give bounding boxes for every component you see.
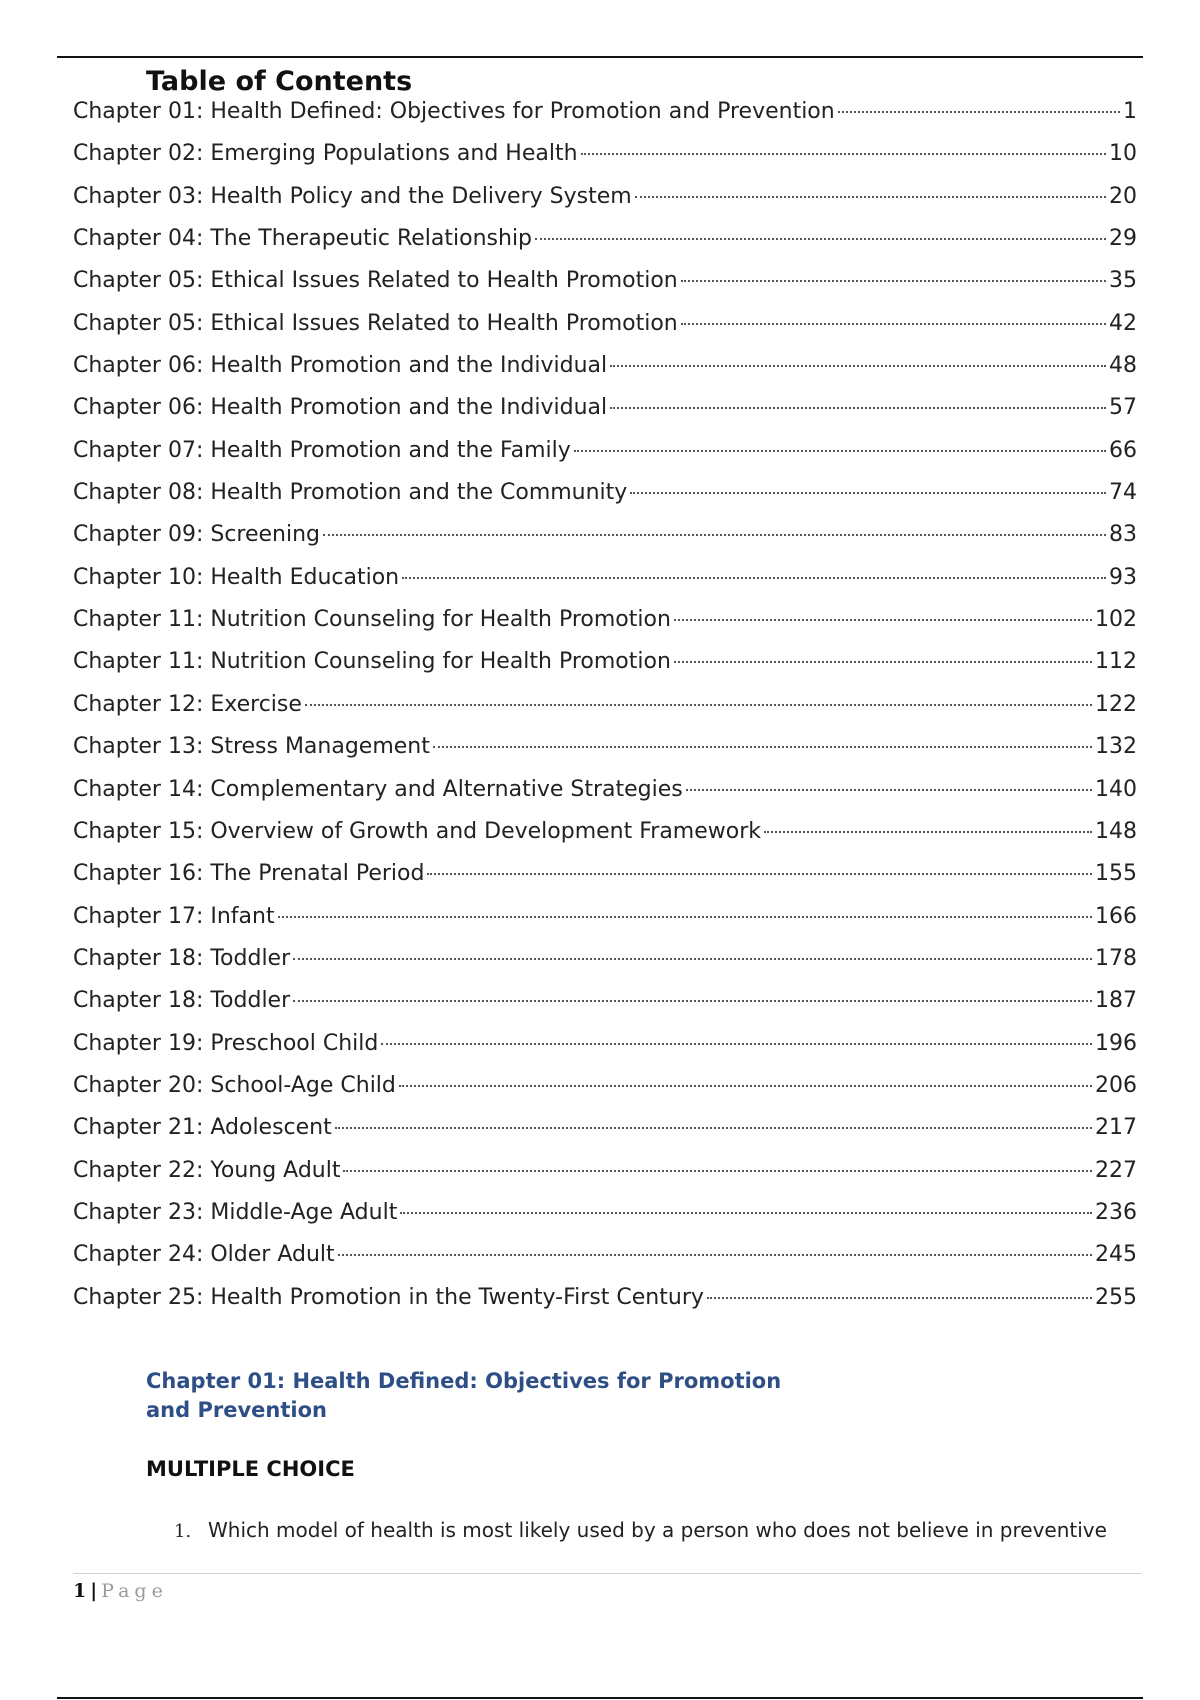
toc-entry-title: Chapter 10: Health Education: [73, 564, 400, 590]
toc-entry-title: Chapter 18: Toddler: [73, 945, 291, 971]
toc-entry-page: 29: [1109, 226, 1137, 252]
toc-entry-title: Chapter 12: Exercise: [73, 691, 302, 717]
toc-entry-title: Chapter 25: Health Promotion in the Twenty-First Century: [73, 1284, 704, 1310]
toc-entry[interactable]: [73, 1115, 1137, 1157]
toc-entry[interactable]: [73, 1073, 1137, 1115]
toc-entry-title: Chapter 11: Nutrition Counseling for Health Promotion: [73, 607, 671, 633]
page-footer: [73, 1580, 168, 1602]
toc-entry[interactable]: [73, 988, 1137, 1030]
toc-entry-title: Chapter 02: Emerging Populations and Health: [73, 141, 578, 167]
toc-entry[interactable]: [73, 1200, 1137, 1242]
chapter-heading: Chapter 01: Health Defined: Objectives for Promotion and Prevention: [146, 1369, 782, 1422]
toc-entry[interactable]: [73, 99, 1137, 141]
toc-dot-leader: [610, 407, 1106, 409]
toc-dot-leader: [338, 1254, 1092, 1256]
toc-entry-page: 132: [1095, 734, 1137, 760]
toc-dot-leader: [581, 153, 1106, 155]
toc-entry[interactable]: [73, 522, 1137, 564]
toc-entry[interactable]: [73, 649, 1137, 691]
toc-entry-title: Chapter 04: The Therapeutic Relationship: [73, 226, 533, 252]
toc-dot-leader: [400, 1212, 1092, 1214]
toc-entry-page: 66: [1109, 437, 1137, 463]
toc-entry-page: 48: [1109, 353, 1137, 379]
toc-dot-leader: [293, 958, 1092, 960]
toc-dot-leader: [574, 450, 1106, 452]
toc-entry[interactable]: [73, 184, 1137, 226]
toc-entry[interactable]: [73, 1242, 1137, 1284]
toc-entry-title: Chapter 24: Older Adult: [73, 1242, 335, 1268]
toc-entry-page: 10: [1109, 141, 1137, 167]
toc-dot-leader: [433, 746, 1092, 748]
toc-entry-page: 187: [1095, 988, 1137, 1014]
toc-entry-title: Chapter 14: Complementary and Alternative Strategies: [73, 776, 683, 802]
toc-dot-leader: [323, 534, 1106, 536]
footer-rule: [73, 1573, 1141, 1574]
toc-entry[interactable]: [73, 607, 1137, 649]
toc-entry[interactable]: [73, 353, 1137, 395]
toc-entry-title: Chapter 16: The Prenatal Period: [73, 861, 425, 887]
toc-entry-title: Chapter 05: Ethical Issues Related to Health Promotion: [73, 268, 678, 294]
toc-entry-title: Chapter 23: Middle-Age Adult: [73, 1199, 398, 1225]
toc-entry-title: Chapter 07: Health Promotion and the Family: [73, 437, 571, 463]
toc-entry[interactable]: [73, 1158, 1137, 1200]
toc-entry-title: Chapter 09: Screening: [73, 522, 321, 548]
toc-entry-page: 20: [1109, 183, 1137, 209]
toc-entry-title: Chapter 06: Health Promotion and the Individual: [73, 395, 608, 421]
toc-entry[interactable]: [73, 777, 1137, 819]
toc-entry-page: 217: [1095, 1115, 1137, 1141]
toc-list: [73, 99, 1137, 1327]
toc-dot-leader: [707, 1297, 1092, 1299]
toc-entry-page: 148: [1095, 818, 1137, 844]
toc-dot-leader: [293, 1000, 1092, 1002]
toc-entry-title: Chapter 19: Preschool Child: [73, 1030, 379, 1056]
toc-dot-leader: [838, 111, 1120, 113]
toc-entry-page: 42: [1109, 310, 1137, 336]
toc-dot-leader: [686, 789, 1092, 791]
toc-entry-title: Chapter 06: Health Promotion and the Individual: [73, 353, 608, 379]
toc-entry-page: 236: [1095, 1199, 1137, 1225]
toc-dot-leader: [381, 1043, 1092, 1045]
toc-entry-title: Chapter 21: Adolescent: [73, 1115, 332, 1141]
toc-dot-leader: [610, 365, 1106, 367]
toc-entry-page: 35: [1109, 268, 1137, 294]
toc-dot-leader: [681, 280, 1106, 282]
toc-dot-leader: [635, 196, 1106, 198]
toc-entry-page: 155: [1095, 861, 1137, 887]
toc-entry-page: 140: [1095, 776, 1137, 802]
toc-entry-title: Chapter 08: Health Promotion and the Community: [73, 480, 628, 506]
toc-entry-page: 245: [1095, 1242, 1137, 1268]
toc-dot-leader: [674, 619, 1092, 621]
toc-entry-page: 93: [1109, 564, 1137, 590]
toc-entry-page: 227: [1095, 1157, 1137, 1183]
toc-entry-page: 178: [1095, 945, 1137, 971]
toc-entry-page: 74: [1109, 480, 1137, 506]
toc-entry[interactable]: [73, 1031, 1137, 1073]
toc-dot-leader: [399, 1085, 1092, 1087]
toc-entry[interactable]: [73, 226, 1137, 268]
toc-title: Table of Contents: [146, 66, 413, 97]
question-number: 1.: [174, 1521, 192, 1542]
toc-dot-leader: [278, 916, 1092, 918]
toc-entry[interactable]: [73, 395, 1137, 437]
toc-entry-page: 112: [1095, 649, 1137, 675]
toc-dot-leader: [402, 577, 1106, 579]
toc-entry[interactable]: [73, 268, 1137, 310]
question-text: Which model of health is most likely used by a person who does not believe in preventive: [208, 1518, 1107, 1542]
toc-entry-title: Chapter 17: Infant: [73, 903, 275, 929]
toc-entry[interactable]: [73, 141, 1137, 183]
toc-entry-page: 1: [1123, 99, 1137, 124]
toc-entry[interactable]: [73, 861, 1137, 903]
footer-separator: |: [90, 1580, 98, 1602]
toc-dot-leader: [427, 873, 1092, 875]
toc-entry[interactable]: [73, 904, 1137, 946]
toc-entry-page: 196: [1095, 1030, 1137, 1056]
toc-entry[interactable]: [73, 946, 1137, 988]
toc-dot-leader: [630, 492, 1106, 494]
toc-entry-title: Chapter 18: Toddler: [73, 988, 291, 1014]
toc-dot-leader: [343, 1170, 1092, 1172]
toc-entry-title: Chapter 11: Nutrition Counseling for Health Promotion: [73, 649, 671, 675]
toc-entry-page: 166: [1095, 903, 1137, 929]
toc-dot-leader: [535, 238, 1106, 240]
toc-dot-leader: [764, 831, 1092, 833]
question-item: [174, 1518, 1107, 1542]
toc-entry-title: Chapter 13: Stress Management: [73, 734, 430, 760]
toc-entry-page: 83: [1109, 522, 1137, 548]
toc-entry-page: 102: [1095, 607, 1137, 633]
toc-entry[interactable]: [73, 692, 1137, 734]
section-label: MULTIPLE CHOICE: [146, 1457, 355, 1481]
footer-page-number: 1: [73, 1580, 87, 1602]
toc-entry[interactable]: [73, 819, 1137, 861]
toc-dot-leader: [681, 323, 1106, 325]
toc-entry[interactable]: [73, 734, 1137, 776]
toc-entry[interactable]: [73, 565, 1137, 607]
toc-entry-title: Chapter 05: Ethical Issues Related to Health Promotion: [73, 310, 678, 336]
toc-entry-title: Chapter 20: School-Age Child: [73, 1072, 396, 1098]
toc-entry-title: Chapter 22: Young Adult: [73, 1157, 341, 1183]
toc-entry[interactable]: [73, 438, 1137, 480]
toc-entry-title: Chapter 01: Health Defined: Objectives for Promotion and Prevention: [73, 99, 835, 124]
toc-entry[interactable]: [73, 1285, 1137, 1327]
toc-dot-leader: [335, 1127, 1092, 1129]
toc-entry-title: Chapter 15: Overview of Growth and Development Framework: [73, 818, 762, 844]
toc-entry-page: 255: [1095, 1284, 1137, 1310]
toc-entry-page: 122: [1095, 691, 1137, 717]
toc-dot-leader: [305, 704, 1092, 706]
bottom-rule: [57, 1697, 1143, 1699]
toc-entry-title: Chapter 03: Health Policy and the Delivery System: [73, 183, 632, 209]
toc-entry[interactable]: [73, 480, 1137, 522]
footer-page-word: Page: [101, 1580, 168, 1602]
toc-dot-leader: [674, 661, 1092, 663]
top-rule: [57, 56, 1143, 58]
toc-entry-page: 57: [1109, 395, 1137, 421]
toc-entry[interactable]: [73, 311, 1137, 353]
toc-entry-page: 206: [1095, 1072, 1137, 1098]
